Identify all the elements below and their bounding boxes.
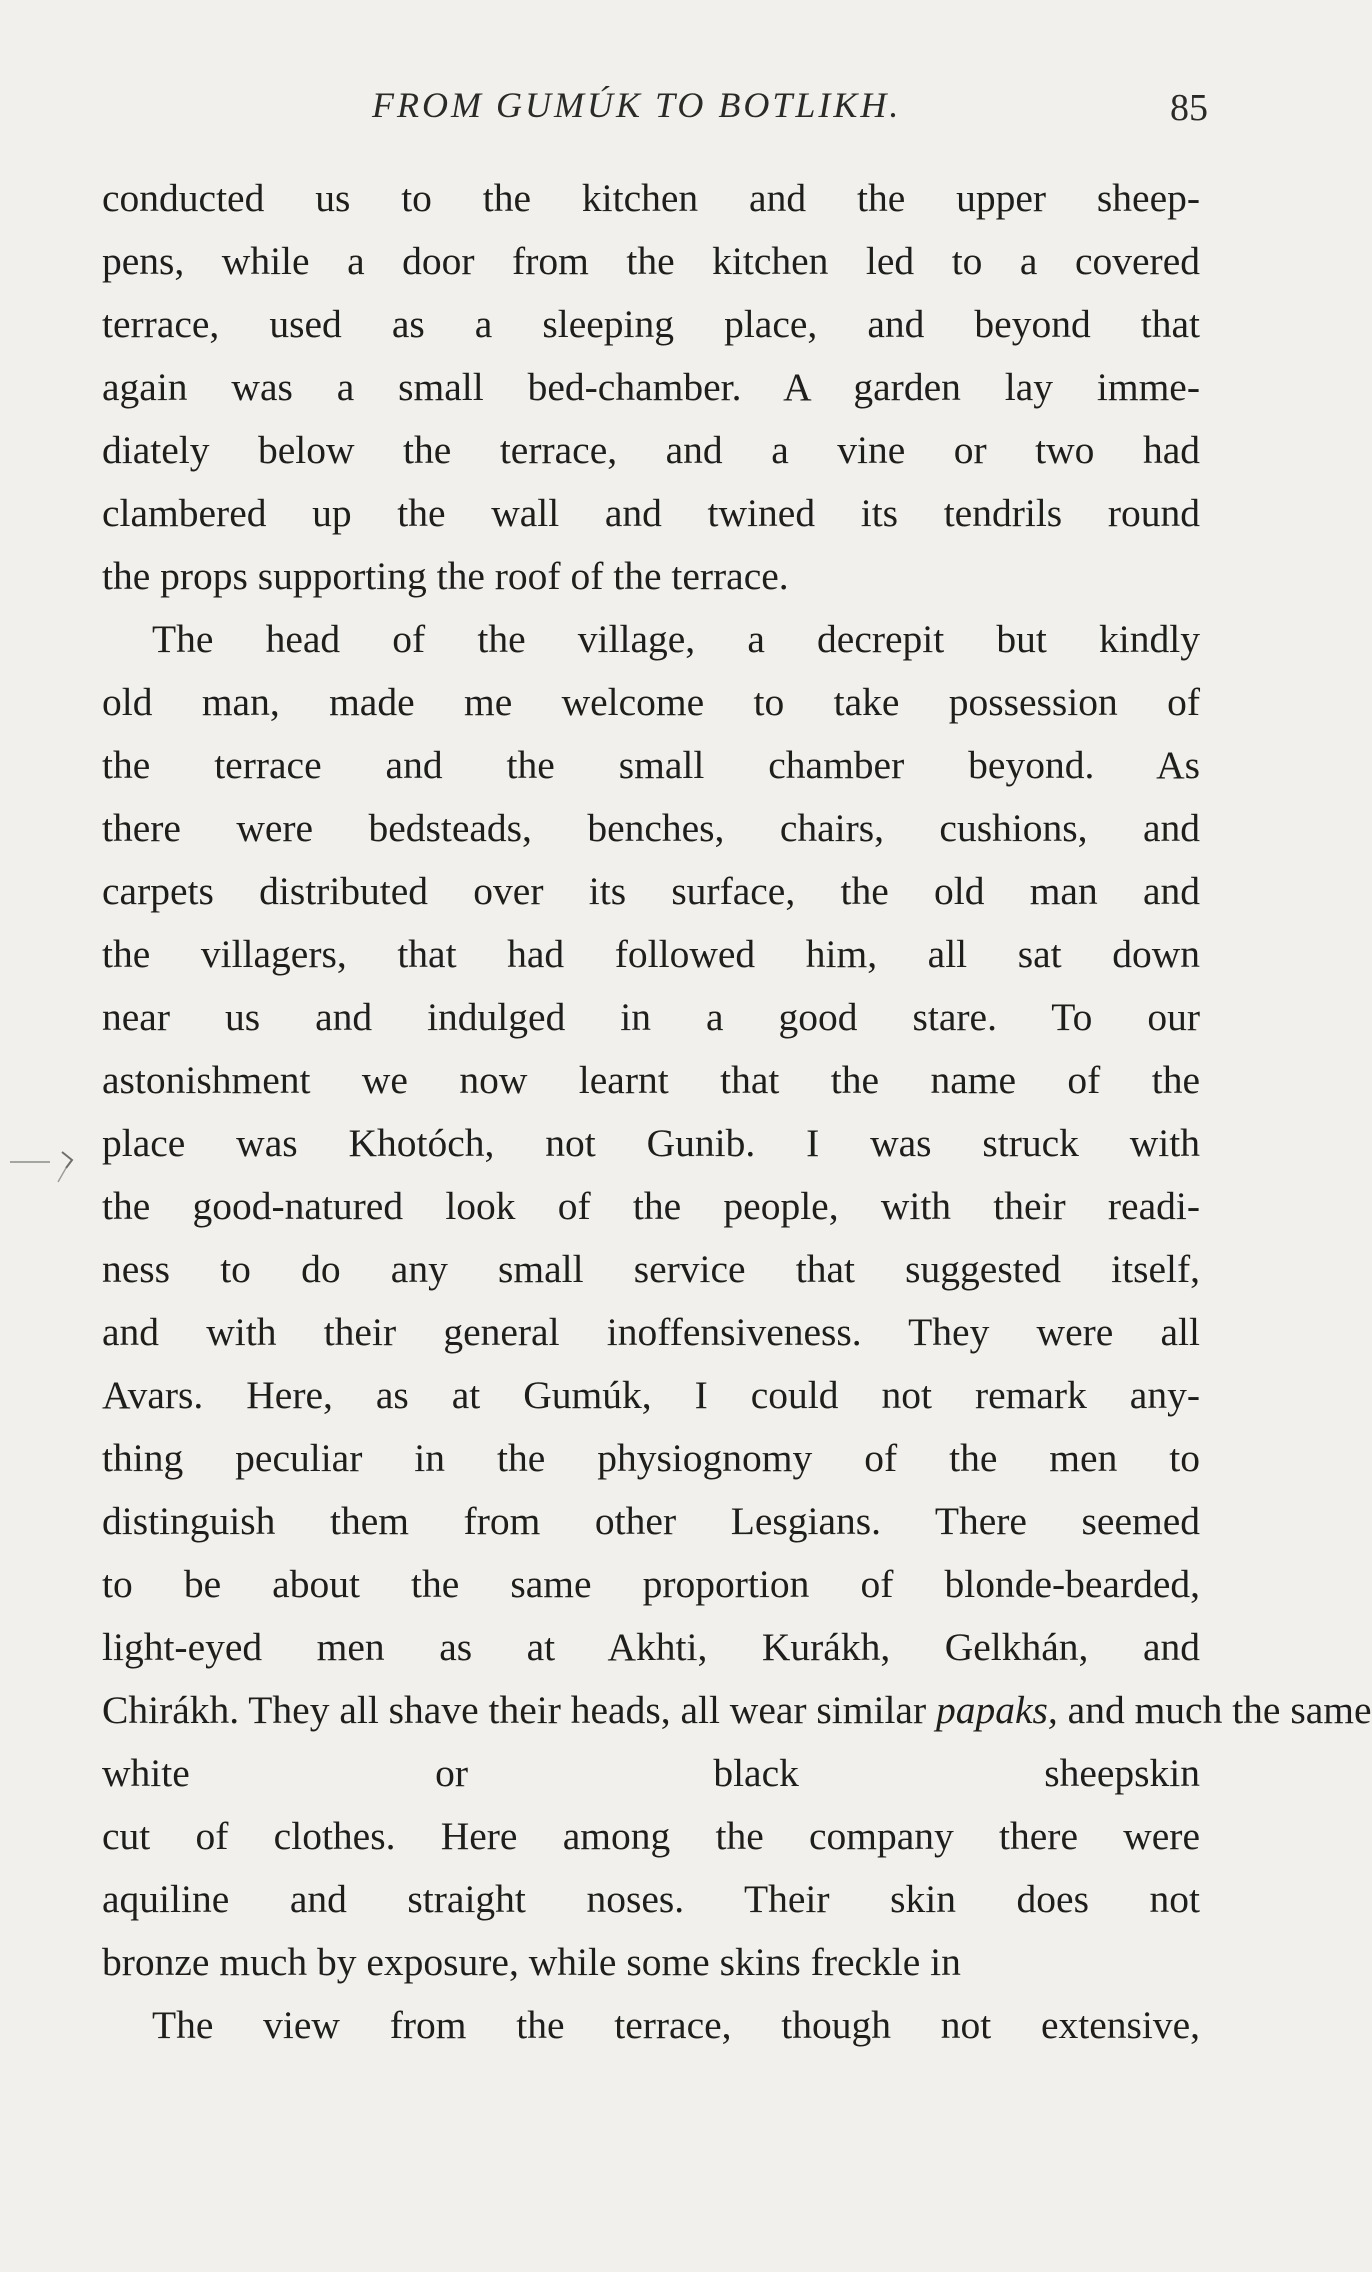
text-line: near us and indulged in a good stare. To our bbox=[102, 995, 1200, 1039]
text-line: carpets distributed over its surface, the old man and bbox=[102, 869, 1200, 913]
body-text bbox=[102, 167, 1372, 2057]
paragraph-1 bbox=[102, 167, 1200, 608]
text-line: aquiline and straight noses. Their skin does not bbox=[102, 1877, 1200, 1921]
text-line: The head of the village, a decrepit but kindly bbox=[152, 617, 1200, 661]
text-line: again was a small bed-chamber. A garden lay imme- bbox=[102, 365, 1200, 409]
paragraph-3 bbox=[102, 1994, 1200, 2057]
text-line: astonishment we now learnt that the name of the bbox=[102, 1058, 1200, 1102]
pencil-margin-mark-icon bbox=[10, 1118, 100, 1198]
paragraph-2 bbox=[102, 608, 1372, 1994]
text-line: pens, while a door from the kitchen led to a covered bbox=[102, 239, 1200, 283]
text-line: conducted us to the kitchen and the upper sheep- bbox=[102, 176, 1200, 220]
text-line: distinguish them from other Lesgians. There seemed bbox=[102, 1499, 1200, 1543]
text-line: The view from the terrace, though not extensive, bbox=[152, 2003, 1200, 2047]
text-line: place was Khotóch, not Gunib. I was struck with bbox=[102, 1121, 1200, 1165]
running-head bbox=[0, 84, 1308, 134]
text-line: the good-natured look of the people, with their readi- bbox=[102, 1184, 1200, 1228]
text-line: and with their general inoffensiveness. They were all bbox=[102, 1310, 1200, 1354]
text-line bbox=[102, 1679, 1372, 1742]
text-line: terrace, used as a sleeping place, and beyond that bbox=[102, 302, 1200, 346]
text-line: the villagers, that had followed him, all sat down bbox=[102, 932, 1200, 976]
text-line: Avars. Here, as at Gumúk, I could not remark any- bbox=[102, 1373, 1200, 1417]
text-line: ness to do any small service that suggested itself, bbox=[102, 1247, 1200, 1291]
page-number: 85 bbox=[1170, 87, 1208, 129]
text-line: light-eyed men as at Akhti, Kurákh, Gelkhán, and bbox=[102, 1625, 1200, 1669]
text-line: diately below the terrace, and a vine or two had bbox=[102, 428, 1200, 472]
text-line: the terrace and the small chamber beyond. As bbox=[102, 743, 1200, 787]
text-line: thing peculiar in the physiognomy of the men to bbox=[102, 1436, 1200, 1480]
italic-term: papaks, bbox=[936, 1688, 1058, 1732]
text-line: the props supporting the roof of the terrace. bbox=[102, 554, 789, 598]
running-title: FROM GUMÚK TO BOTLIKH. bbox=[372, 85, 902, 125]
line-tail: and much the same bbox=[1067, 1688, 1372, 1732]
text-line: bronze much by exposure, while some skins freckle in bbox=[102, 1940, 961, 1984]
text-line: to be about the same proportion of blonde-bearded, bbox=[102, 1562, 1200, 1606]
text-line: old man, made me welcome to take possession of bbox=[102, 680, 1200, 724]
text-line: clambered up the wall and twined its tendrils round bbox=[102, 491, 1200, 535]
text-line: there were bedsteads, benches, chairs, cushions, and bbox=[102, 806, 1200, 850]
text-line: white or black sheepskin bbox=[102, 1751, 1200, 1795]
text-line: cut of clothes. Here among the company there were bbox=[102, 1814, 1200, 1858]
line-head: Chirákh. They all shave their heads, all wear similar bbox=[102, 1688, 927, 1732]
